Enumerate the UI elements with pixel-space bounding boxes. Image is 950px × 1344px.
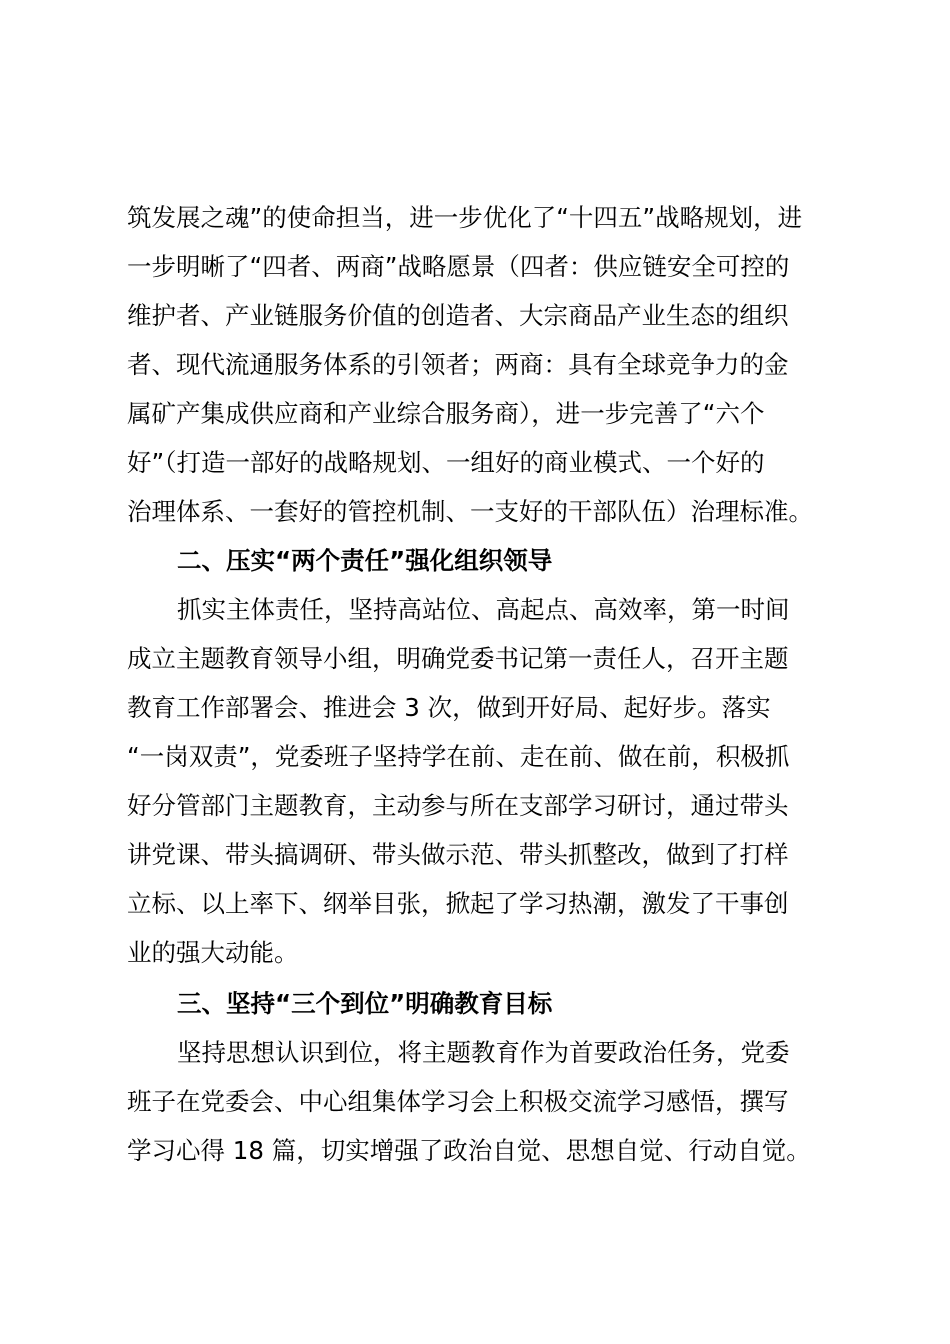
paragraph-line: 班子在党委会、中心组集体学习会上积极交流学习感悟，撰写: [127, 1087, 789, 1116]
section-heading-3: 三、坚持“三个到位”明确教育目标: [177, 989, 553, 1018]
paragraph-line: 好”（打造一部好的战略规划、一组好的商业模式、一个好的: [127, 448, 765, 477]
paragraph-line: 立标、以上率下、纲举目张，掀起了学习热潮，激发了干事创: [127, 889, 789, 918]
paragraph-line: 者、现代流通服务体系的引领者；两商：具有全球竞争力的金: [127, 350, 789, 379]
paragraph-line: 一步明晰了“四者、两商”战略愿景（四者：供应链安全可控的: [127, 252, 790, 281]
paragraph-line: 讲党课、带头搞调研、带头做示范、带头抓整改，做到了打样: [127, 840, 789, 869]
paragraph-line: 维护者、产业链服务价值的创造者、大宗商品产业生态的组织: [127, 301, 789, 330]
paragraph-line: 教育工作部署会、推进会 3 次，做到开好局、起好步。落实: [127, 693, 771, 722]
paragraph-line: 抓实主体责任，坚持高站位、高起点、高效率，第一时间: [177, 595, 790, 624]
paragraph-line: 业的强大动能。: [127, 938, 299, 967]
paragraph-line: 筑发展之魂”的使命担当，进一步优化了“十四五”战略规划，进: [127, 203, 803, 232]
paragraph-line: 好分管部门主题教育，主动参与所在支部学习研讨，通过带头: [127, 791, 789, 820]
paragraph-line: 治理体系、一套好的管控机制、一支好的干部队伍）治理标准。: [127, 497, 813, 526]
paragraph-line: “一岗双责”，党委班子坚持学在前、走在前、做在前，积极抓: [127, 742, 790, 771]
paragraph-line: 坚持思想认识到位，将主题教育作为首要政治任务，党委: [177, 1038, 790, 1067]
section-heading-2: 二、压实“两个责任”强化组织领导: [177, 546, 553, 575]
paragraph-line: 学习心得 18 篇，切实增强了政治自觉、思想自觉、行动自觉。: [127, 1136, 811, 1165]
paragraph-line: 成立主题教育领导小组，明确党委书记第一责任人，召开主题: [127, 644, 789, 673]
paragraph-line: 属矿产集成供应商和产业综合服务商），进一步完善了“六个: [127, 399, 765, 428]
document-body: [127, 193, 827, 1175]
